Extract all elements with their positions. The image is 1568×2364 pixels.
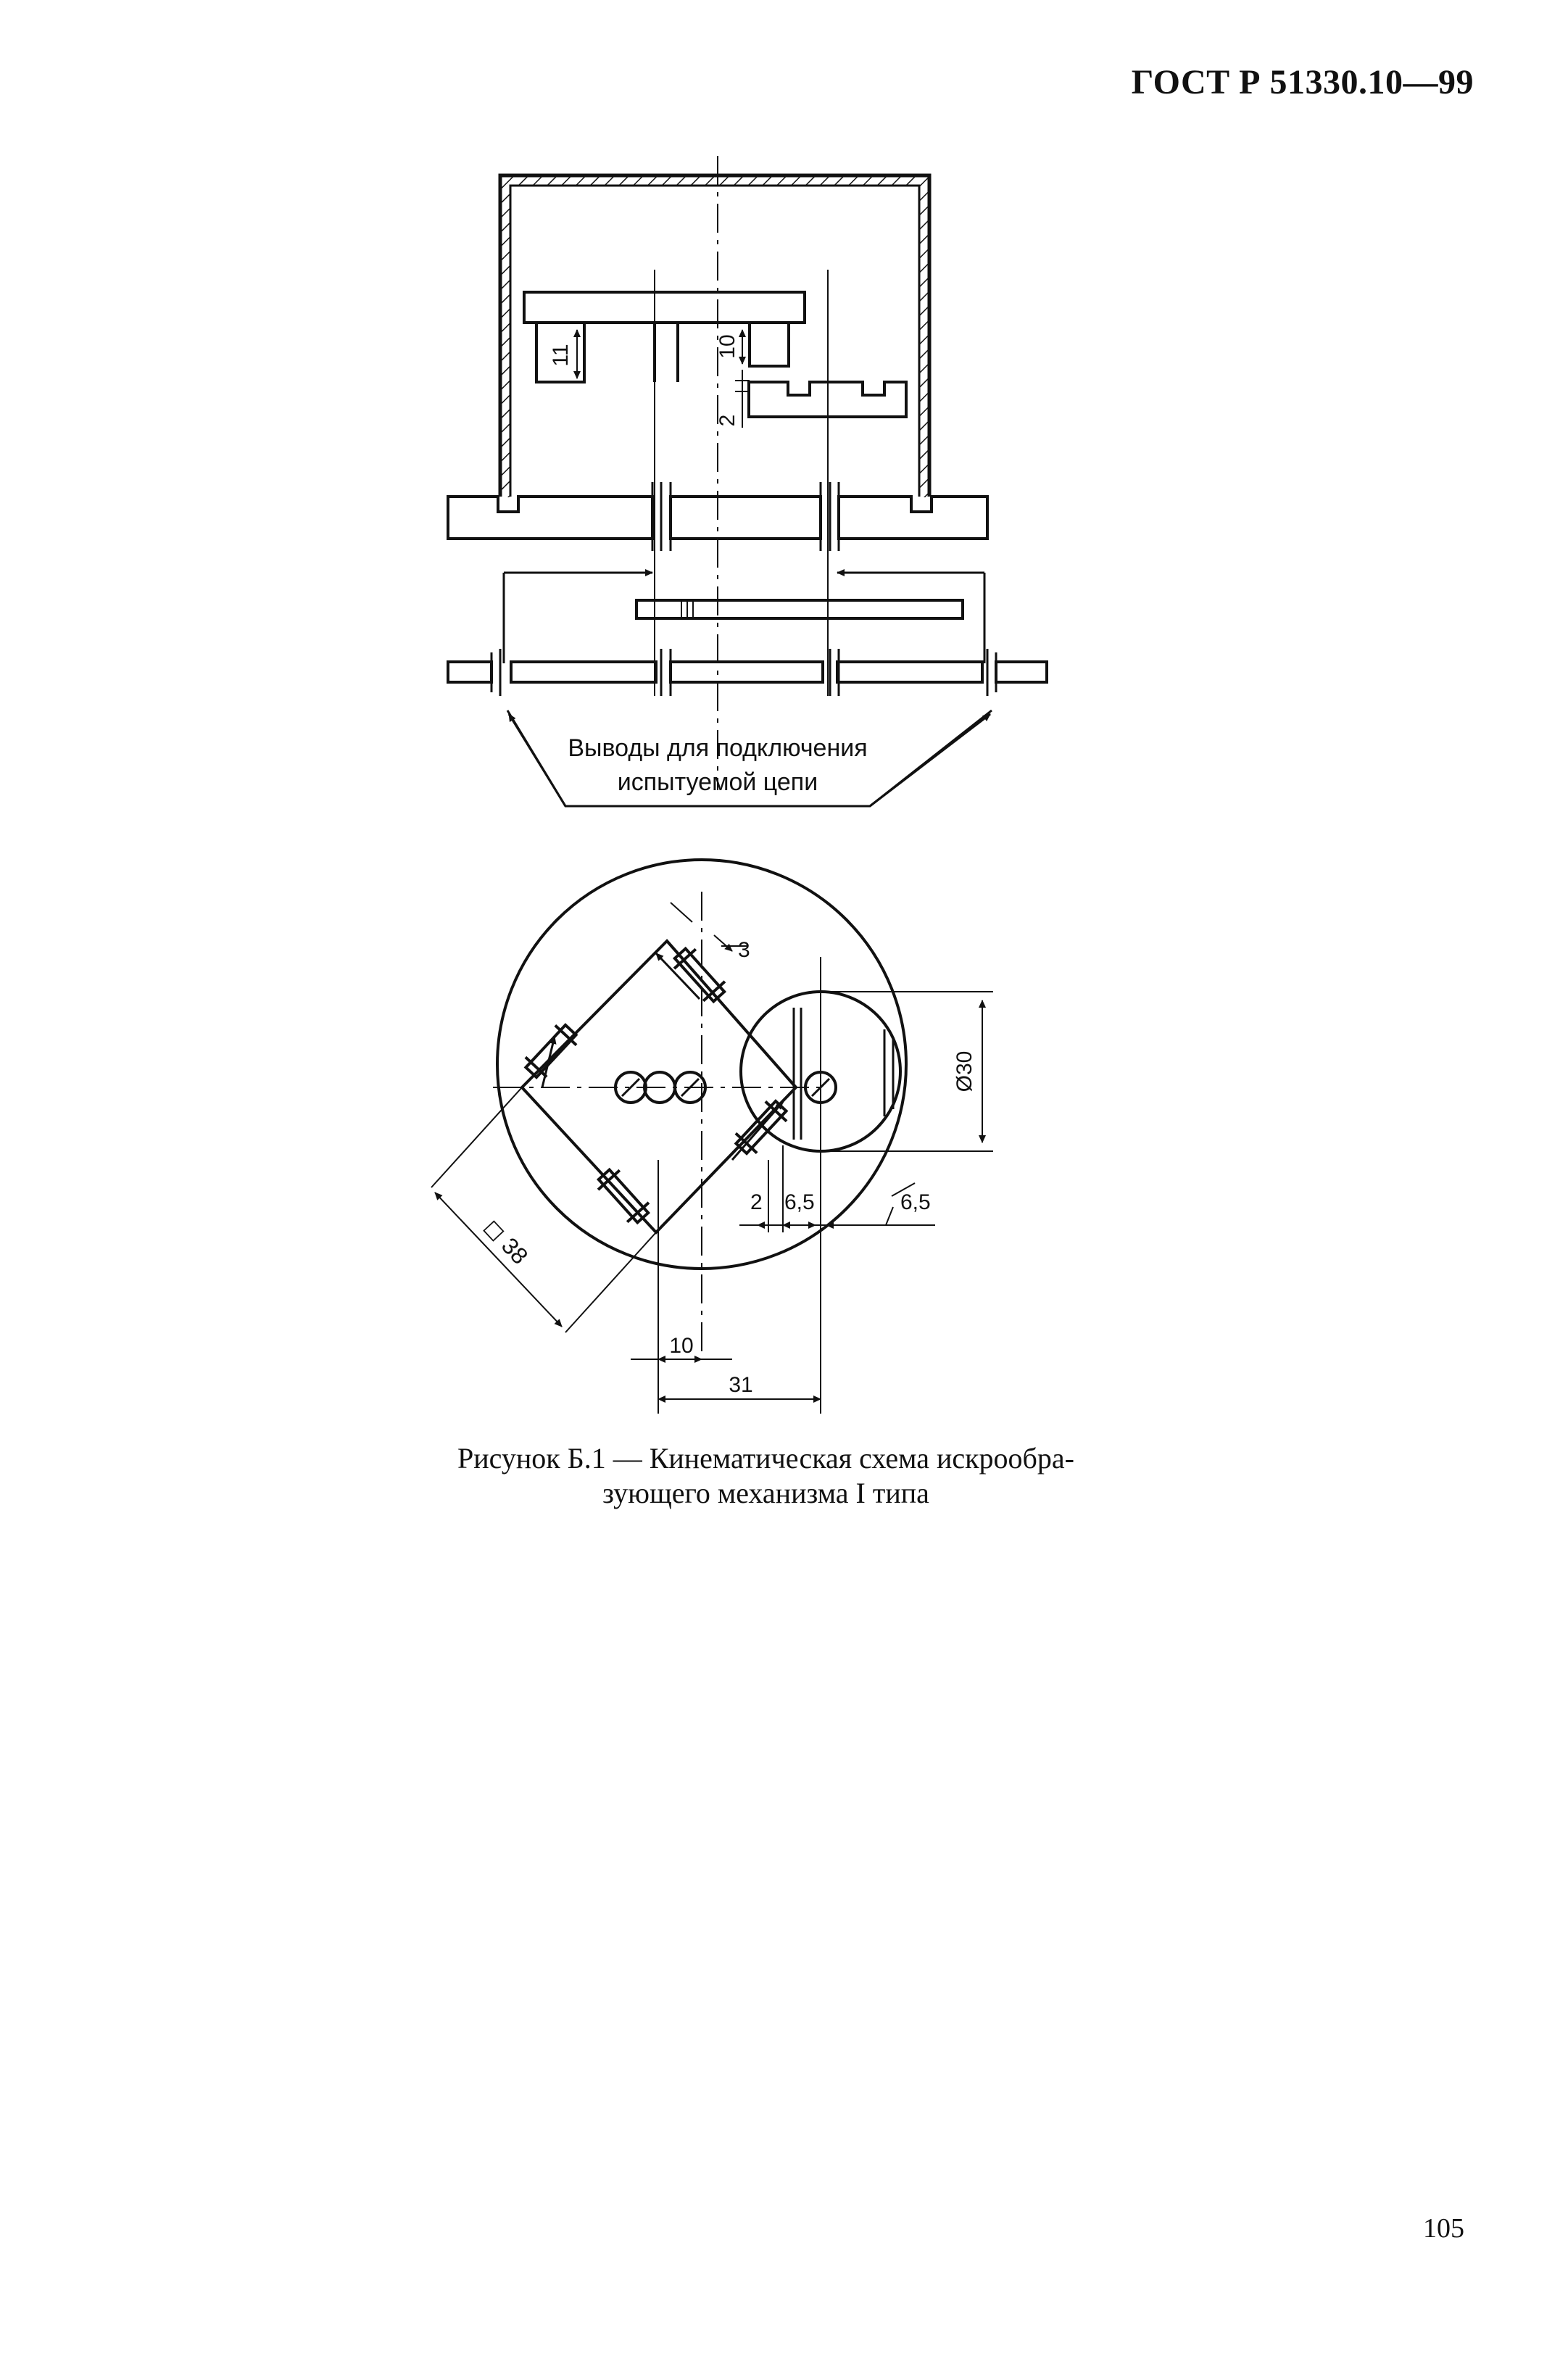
- page-number: 105: [1423, 2213, 1464, 2244]
- callout-line-2: испытуемой цепи: [617, 768, 818, 796]
- caption-line-1: Рисунок Б.1 — Кинематическая схема искрообра-: [457, 1442, 1074, 1475]
- dim-3: 3: [738, 938, 750, 962]
- top-view-labels: [479, 938, 976, 1397]
- side-view-labels: [549, 334, 868, 796]
- dim-31: 31: [729, 1373, 753, 1397]
- figure-caption: [0, 1441, 1568, 1511]
- dim-10-vertical: 10: [715, 334, 739, 359]
- dim-diameter-30: Ø30: [953, 1050, 976, 1092]
- dim-6-5-a: 6,5: [784, 1190, 815, 1214]
- dim-6-5-b: 6,5: [900, 1190, 931, 1214]
- dim-11: 11: [549, 344, 573, 367]
- side-view: [448, 156, 1047, 806]
- document-header: ГОСТ Р 51330.10—99: [1131, 63, 1474, 101]
- caption-line-2: зующего механизма I типа: [602, 1477, 929, 1509]
- callout-line-1: Выводы для подключения: [568, 734, 868, 762]
- dim-2-horizontal: 2: [750, 1190, 763, 1214]
- dim-2-vertical: 2: [715, 414, 739, 427]
- dim-square-38: ◻ 38: [478, 1214, 534, 1269]
- dim-10-horizontal: 10: [669, 1334, 694, 1358]
- top-view: [431, 860, 993, 1414]
